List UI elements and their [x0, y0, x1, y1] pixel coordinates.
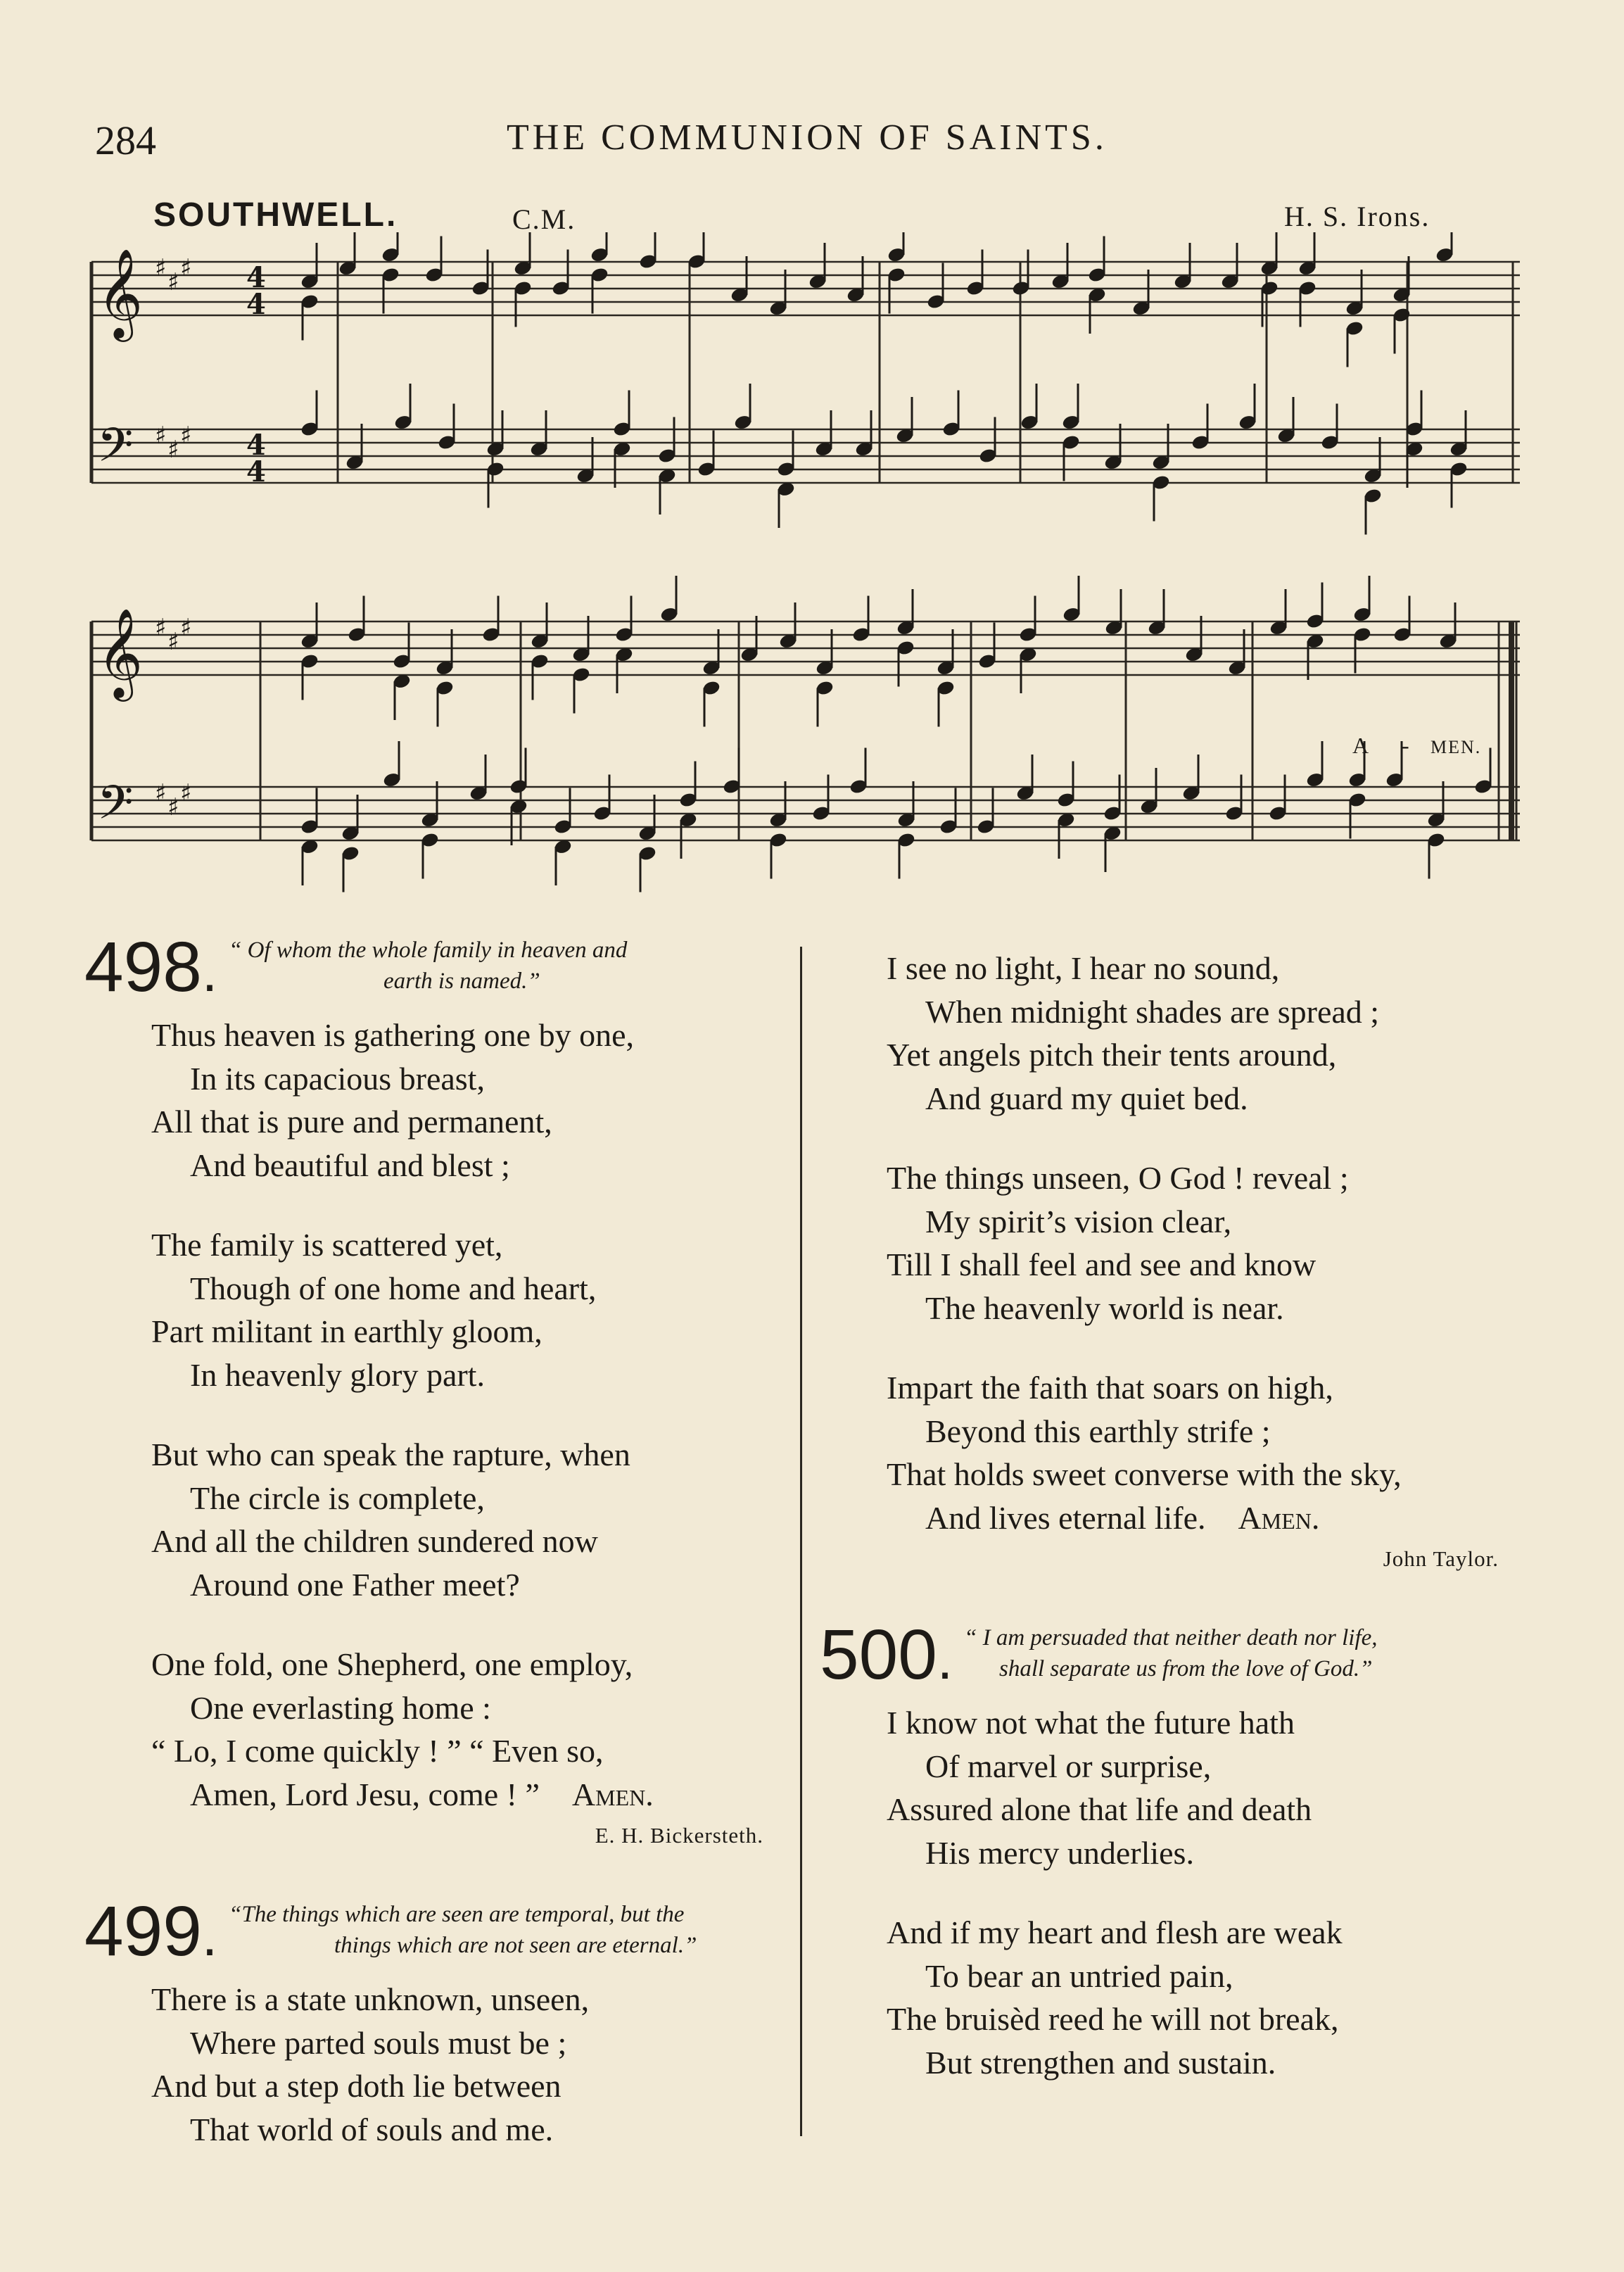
verse-line: Around one Father meet?: [190, 1566, 520, 1603]
hymn-number: 499.: [84, 1892, 218, 1971]
left-column: [84, 928, 785, 2188]
stanza: [887, 1911, 1520, 2084]
time-signature: 4: [246, 429, 266, 462]
epigraph-line: “The things which are seen are temporal, but the: [229, 1902, 685, 1927]
stanza: [151, 1643, 785, 1816]
stanza: [887, 947, 1520, 1120]
stanza: [151, 1978, 785, 2151]
verse-line: To bear an untried pain,: [925, 1957, 1233, 1994]
stanza: [151, 1223, 785, 1396]
amen-syllable-a: A: [1352, 733, 1369, 758]
hymn-number-text: 498: [84, 928, 202, 1006]
verse-line: There is a state unknown, unseen,: [151, 1981, 590, 2017]
sharp-icon: ♯: [167, 628, 179, 656]
verse-line: Yet angels pitch their tents around,: [887, 1037, 1337, 1073]
epigraph-line: “ Of whom the whole family in heaven and: [229, 938, 628, 963]
verse-line: That world of souls and me.: [190, 2111, 554, 2147]
verse-line: One everlasting home :: [190, 1689, 491, 1726]
verse-line: But who can speak the rapture, when: [151, 1437, 630, 1472]
clefs: [97, 248, 266, 841]
hymn-500: [820, 1615, 1520, 2084]
verse-line: And but a step doth lie between: [151, 2068, 562, 2104]
verse-line: The circle is complete,: [190, 1479, 485, 1516]
bar-lines: [91, 262, 1516, 840]
sharp-icon: ♯: [155, 422, 167, 450]
stanza: [151, 1014, 785, 1187]
verse-line: Where parted souls must be ;: [190, 2024, 567, 2061]
amen-word: Amen.: [571, 1776, 654, 1812]
stanza: [151, 1433, 785, 1606]
verse-line: His mercy underlies.: [925, 1834, 1194, 1871]
sharp-icon: ♯: [155, 254, 167, 282]
verse-line: In heavenly glory part.: [190, 1356, 485, 1393]
bass-clef-icon: 𝄢: [97, 418, 134, 484]
sharp-icon: ♯: [155, 779, 167, 807]
page-number: 284: [95, 118, 156, 163]
sharp-icon: ♯: [180, 254, 192, 282]
verse-line: Beyond this earthly strife ;: [925, 1413, 1271, 1449]
sharp-icon: ♯: [180, 614, 192, 642]
sharp-icon: ♯: [167, 436, 179, 464]
verse-line: The things unseen, O God ! reveal ;: [887, 1160, 1349, 1196]
verse-line: And all the children sundered now: [151, 1523, 598, 1559]
tune-meter: C.M.: [512, 203, 576, 235]
hymn-header: [820, 1615, 1520, 1701]
running-title: THE COMMUNION OF SAINTS.: [507, 118, 1108, 158]
sharp-icon: ♯: [167, 268, 179, 296]
verse-text: And lives eternal life.: [925, 1499, 1206, 1536]
verse-line: All that is pure and permanent,: [151, 1104, 552, 1140]
time-signature: 4: [246, 455, 266, 488]
verse-line: I see no light, I hear no sound,: [887, 950, 1280, 986]
stanza: [887, 1366, 1520, 1539]
hymn-epigraph: [229, 935, 834, 997]
treble-clef-icon: 𝄞: [97, 248, 144, 338]
verse-line: But strengthen and sustain.: [925, 2044, 1276, 2081]
amen-syllable-dash: -: [1402, 733, 1409, 758]
notes: [300, 232, 1492, 892]
hymn-498: [84, 928, 785, 1851]
tune-composer: H. S. Irons.: [1284, 201, 1430, 232]
stanza: [887, 1156, 1520, 1330]
sharp-icon: ♯: [167, 793, 179, 821]
hymn-number-text: 500: [820, 1615, 937, 1694]
music-score: [0, 232, 1624, 936]
hymn-number: 498.: [84, 928, 218, 1006]
verse-line: Impart the faith that soars on high,: [887, 1370, 1333, 1406]
hymn-number-text: 499: [84, 1892, 202, 1971]
column-divider: [800, 947, 802, 2136]
hymn-499: [84, 1892, 785, 2151]
verse-line: Till I shall feel and see and know: [887, 1247, 1317, 1282]
epigraph-line: earth is named.”: [383, 968, 540, 994]
verse-line: The family is scattered yet,: [151, 1227, 503, 1263]
amen-syllable-men: MEN.: [1430, 737, 1482, 757]
hymn-epigraph: [229, 1899, 834, 1961]
hymn-number: 500.: [820, 1615, 953, 1694]
verse-line: My spirit’s vision clear,: [925, 1203, 1232, 1239]
verse-line: [887, 1496, 1520, 1540]
verse-line: That holds sweet converse with the sky,: [887, 1456, 1402, 1492]
hymn-epigraph: [964, 1622, 1569, 1684]
treble-clef-icon: 𝄞: [97, 607, 144, 698]
hymn-author: E. H. Bickersteth.: [595, 1823, 763, 1848]
hymn-header: [84, 928, 785, 1014]
verse-line: “ Lo, I come quickly ! ” “ Even so,: [151, 1733, 604, 1769]
hymn-author: John Taylor.: [1383, 1546, 1499, 1571]
time-signature: 4: [246, 261, 266, 294]
stanza: [887, 1701, 1520, 1874]
verse-line: Though of one home and heart,: [190, 1270, 597, 1306]
verse-line: Part militant in earthly gloom,: [151, 1313, 543, 1349]
verse-line: When midnight shades are spread ;: [925, 993, 1380, 1030]
epigraph-line: things which are not seen are eternal.”: [334, 1933, 697, 1958]
verse-line: And guard my quiet bed.: [925, 1080, 1248, 1116]
verse-text: Amen, Lord Jesu, come ! ”: [190, 1776, 540, 1812]
verse-line: [151, 1773, 785, 1817]
bass-clef-icon: 𝄢: [97, 776, 134, 841]
tune-name: SOUTHWELL.: [153, 196, 398, 234]
sharp-icon: ♯: [180, 779, 192, 807]
right-column: [820, 947, 1520, 2121]
verse-line: In its capacious breast,: [190, 1060, 485, 1097]
verse-line: One fold, one Shepherd, one employ,: [151, 1646, 633, 1682]
sharp-icon: ♯: [155, 614, 167, 642]
running-head: [0, 113, 1624, 176]
verse-line: Of marvel or surprise,: [925, 1748, 1212, 1784]
epigraph-line: “ I am persuaded that neither death nor life,: [964, 1625, 1378, 1651]
epigraph-line: shall separate us from the love of God.”: [999, 1656, 1373, 1681]
verse-line: And if my heart and flesh are weak: [887, 1914, 1343, 1950]
verse-line: Assured alone that life and death: [887, 1791, 1312, 1827]
sharp-icon: ♯: [180, 422, 192, 450]
verse-line: And beautiful and blest ;: [190, 1147, 510, 1183]
verse-line: The heavenly world is near.: [925, 1289, 1284, 1326]
verse-line: The bruisèd reed he will not break,: [887, 2001, 1339, 2037]
staff-lines: [91, 262, 1520, 840]
amen-word: Amen.: [1238, 1499, 1320, 1536]
verse-line: Thus heaven is gathering one by one,: [151, 1017, 634, 1053]
time-signature: 4: [246, 288, 266, 321]
verse-line: I know not what the future hath: [887, 1705, 1295, 1741]
hymn-header: [84, 1892, 785, 1978]
